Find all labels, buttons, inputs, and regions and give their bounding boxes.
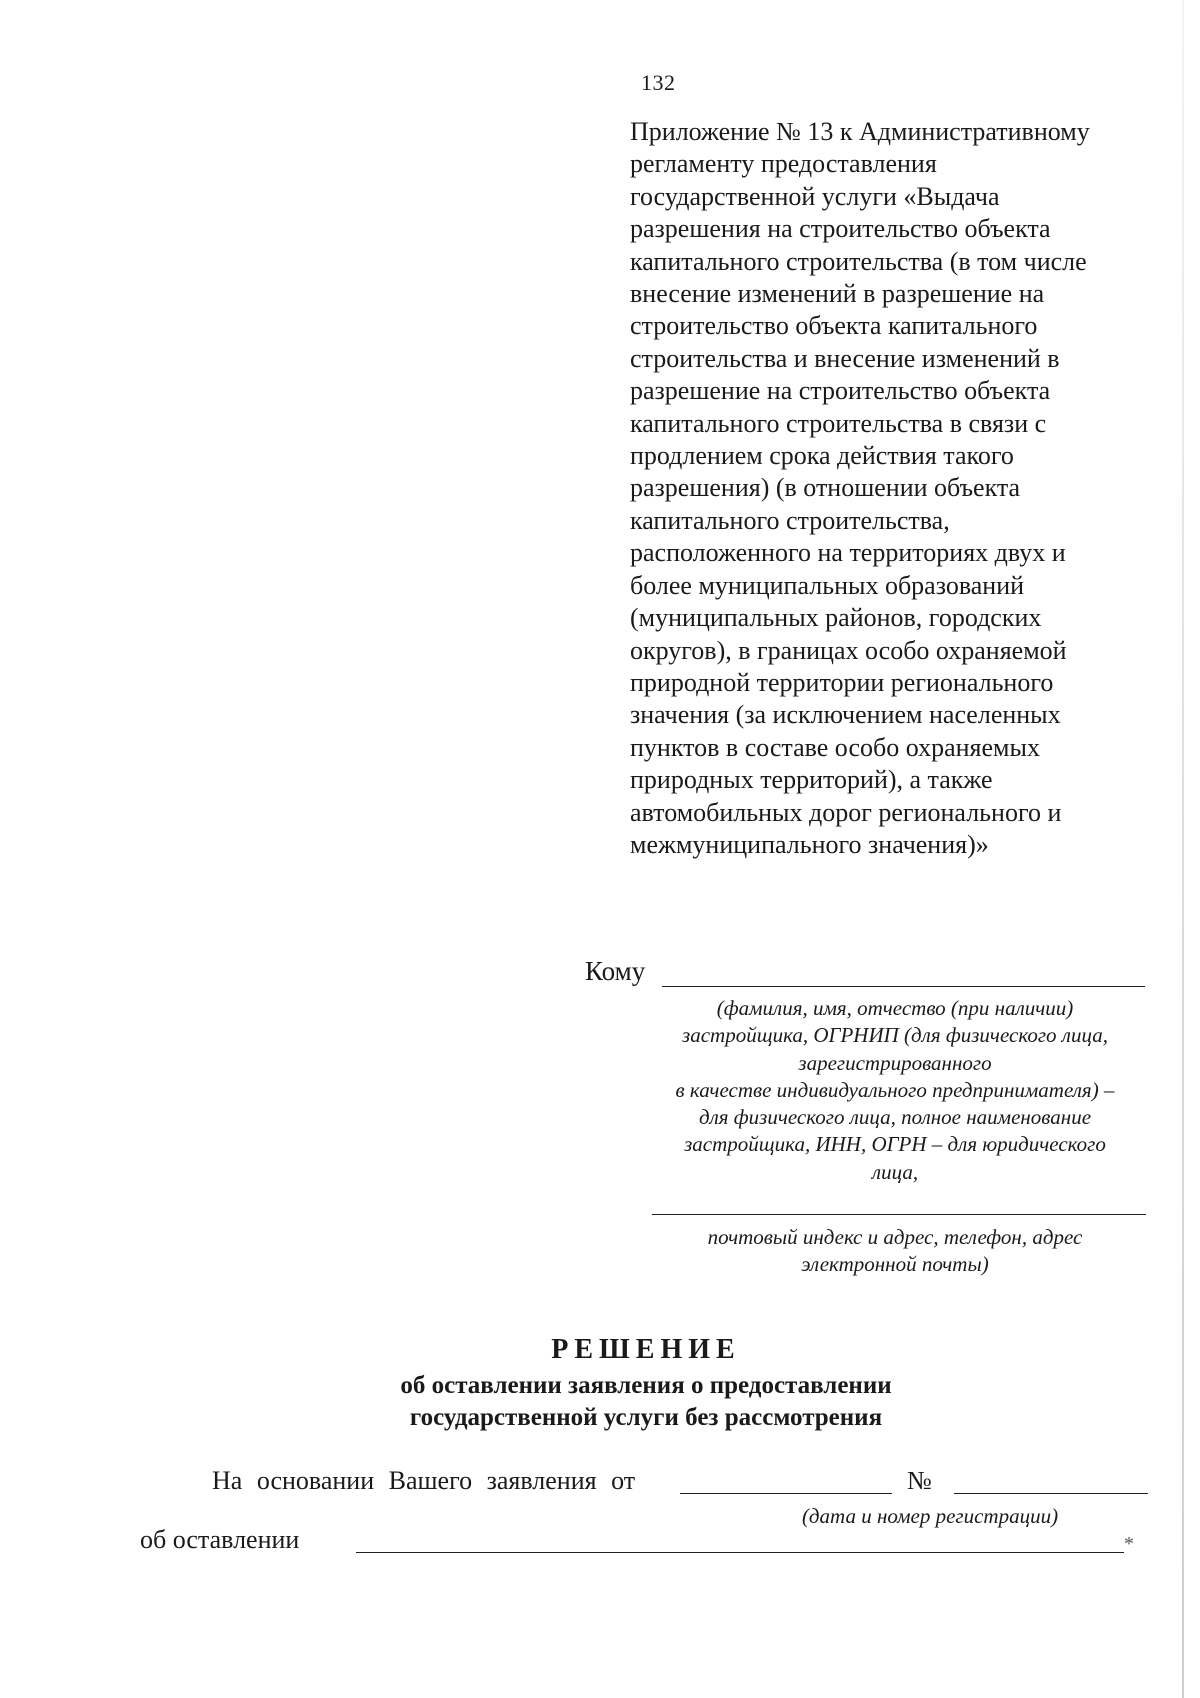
appendix-line: капитального строительства в связи с [630,408,1047,438]
recipient-applicant-hint [625,995,1165,1186]
hint-line: застройщика, ИНН, ОГРН – для юридического [684,1132,1106,1157]
hint-line: зарегистрированного [798,1050,992,1075]
recipient-blank-line[interactable] [662,986,1145,987]
recipient-row [585,955,1145,991]
page-number: 132 [641,70,676,95]
appendix-line: внесение изменений в разрешение на [630,279,1045,309]
hint-line: (фамилия, имя, отчество (при наличии) [716,996,1074,1020]
subtitle-line: государственной услуги без рассмотрения [409,1404,883,1431]
appendix-line: регламенту предоставления [630,149,937,179]
appendix-line: значения (за исключением населенных [630,700,1061,730]
appendix-line: капитального строительства, [630,505,950,535]
appendix-reference [630,116,1150,861]
appendix-line: природных территорий), а также [630,765,993,795]
appendix-line: более муниципальных образований [630,570,1025,600]
subject-blank-line[interactable] [356,1552,1124,1553]
appendix-line: разрешения) (в отношении объекта [630,473,1021,503]
appendix-line: продлением срока действия такого [630,441,1014,471]
appendix-line: разрешения на строительство объекта [630,214,1051,244]
subtitle-line: об оставлении заявления о предоставлении [400,1372,892,1399]
hint-line: застройщика, ОГРНИП (для физического лица, [682,1023,1108,1048]
appendix-line: разрешение на строительство объекта [630,376,1051,406]
hint-line: почтовый индекс и адрес, телефон, адрес [707,1225,1083,1249]
hint-line: лица, [871,1159,919,1184]
scan-edge [1182,0,1184,1698]
hint-line: в качестве индивидуального предпринимателя) – [675,1077,1115,1102]
appendix-line: расположенного на территориях двух и [630,538,1066,568]
appendix-line: автомобильных дорог регионального и [630,797,1062,827]
recipient-address-hint [625,1224,1165,1279]
appendix-line: Приложение № 13 к Административному [630,117,1090,146]
appendix-line: строительство объекта капитального [630,311,1038,341]
basis-prefix: На основании Вашего заявления от [212,1466,636,1495]
hint-line: электронной почты) [801,1252,989,1277]
date-number-hint: (дата и номер регистрации) [801,1504,1059,1528]
decision-subtitle [0,1370,1200,1434]
number-sign: № [907,1466,932,1495]
application-date-blank[interactable] [680,1493,892,1494]
appendix-line: государственной услуги «Выдача [630,181,1000,211]
footnote-asterisk: * [1124,1533,1134,1555]
hint-line: для физического лица, полное наименование [698,1105,1092,1130]
appendix-line: (муниципальных районов, городских [630,603,1042,633]
recipient-label: Кому [585,956,646,986]
address-blank-line[interactable] [652,1214,1146,1215]
decision-heading: РЕШЕНИЕ [551,1334,741,1365]
appendix-line: пунктов в составе особо охраняемых [630,732,1040,762]
application-number-blank[interactable] [954,1493,1148,1494]
about-label: об оставлении [140,1525,300,1554]
appendix-line: капитального строительства (в том числе [630,246,1087,276]
appendix-line: округов), в границах особо охраняемой [630,635,1067,665]
appendix-line: строительства и внесение изменений в [630,343,1060,373]
appendix-line: межмуниципального значения)» [630,829,989,859]
appendix-line: природной территории регионального [630,667,1054,697]
